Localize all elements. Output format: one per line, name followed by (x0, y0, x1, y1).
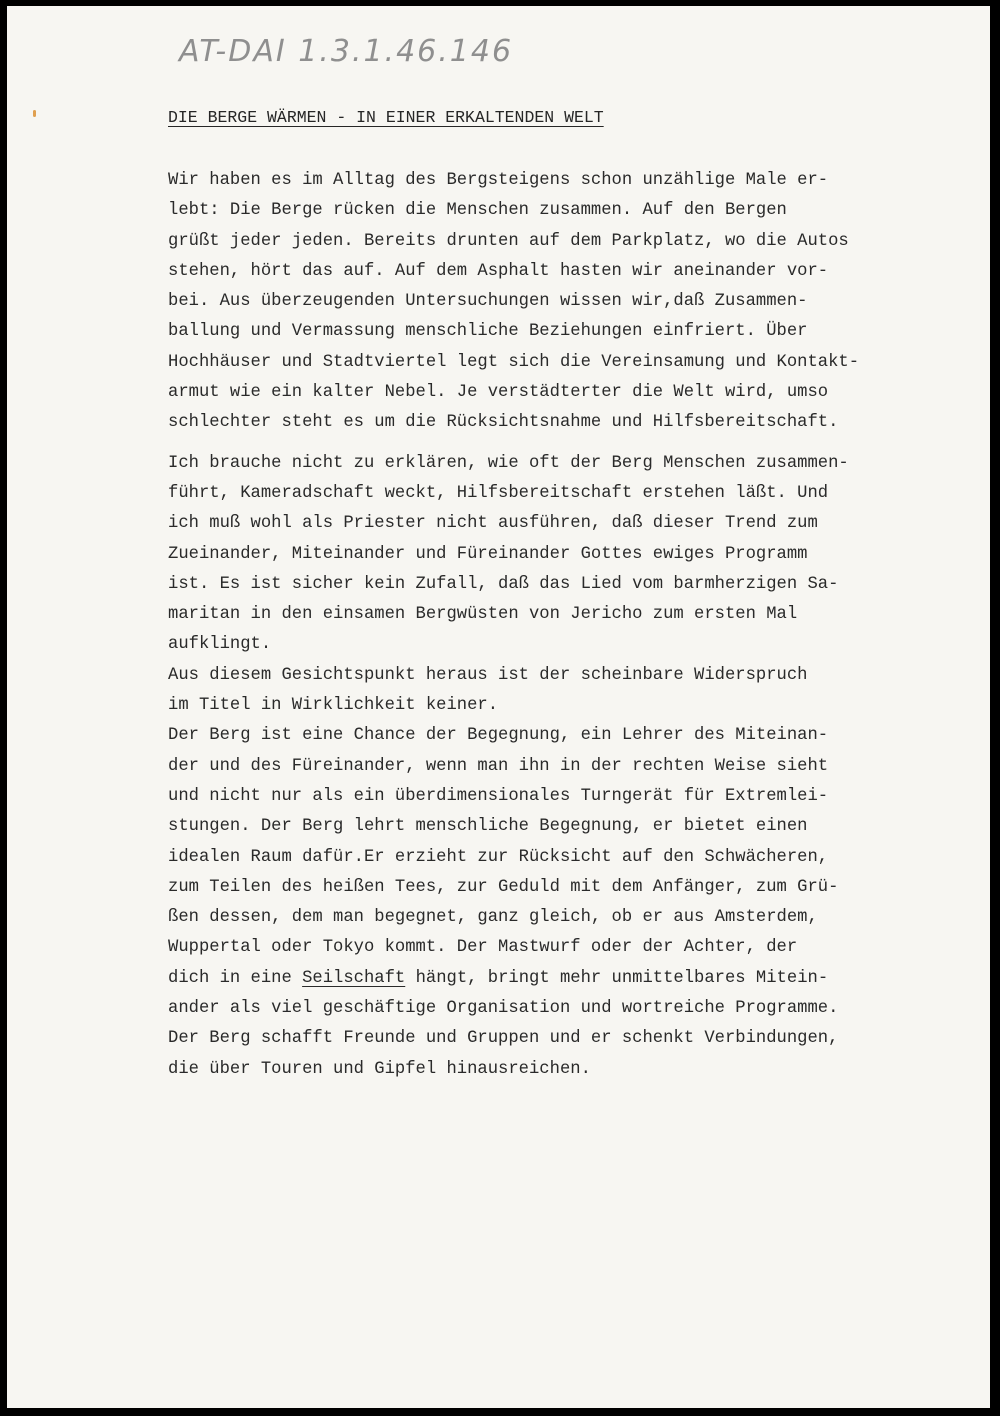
paragraph-2 (168, 449, 988, 661)
document-page (7, 6, 990, 1408)
text-line: stehen, hört das auf. Auf dem Asphalt hasten wir aneinander vor- (168, 261, 829, 281)
text-line: dich in eine Seilschaft hängt, bringt mehr unmittelbares Mitein- (168, 968, 829, 988)
text-line: ist. Es ist sicher kein Zufall, daß das Lied vom barmherzigen Sa- (168, 574, 839, 594)
paragraph-4 (168, 721, 988, 963)
text-line: Wir haben es im Alltag des Bergsteigens schon unzählige Male er- (168, 171, 829, 190)
text-line: im Titel in Wirklichkeit keiner. (168, 696, 499, 716)
text-line: ander als viel geschäftige Organisation und wortreiche Programme. (168, 999, 839, 1019)
text-line: Der Berg schafft Freunde und Gruppen und er schenkt Verbindungen, (168, 1029, 839, 1049)
text-line: ich muß wohl als Priester nicht ausführen, daß dieser Trend zum (168, 514, 818, 534)
paragraph-3 (168, 661, 988, 722)
text-line: idealen Raum dafür.Er erzieht zur Rücksicht auf den Schwächeren, (168, 847, 829, 867)
underlined-word: Seilschaft (302, 968, 406, 988)
text-line: Zueinander, Miteinander und Füreinander Gottes ewiges Programm (168, 544, 808, 564)
text-line: Wuppertal oder Tokyo kommt. Der Mastwurf oder der Achter, der (168, 938, 798, 958)
text-line: und nicht nur als ein überdimensionales Turngerät für Extremlei- (168, 786, 829, 806)
text-line: lebt: Die Berge rücken die Menschen zusammen. Auf den Bergen (168, 201, 787, 221)
text-line: die über Touren und Gipfel hinausreichen. (168, 1059, 591, 1079)
text-line: schlechter steht es um die Rücksichtsnahme und Hilfsbereitschaft. (168, 413, 839, 433)
margin-ink-mark (33, 110, 36, 117)
text-line: armut wie ein kalter Nebel. Je verstädterter die Welt wird, umso (168, 383, 829, 403)
text-line: aufklingt. (168, 635, 272, 655)
text-line: ballung und Vermassung menschliche Beziehungen einfriert. Über (168, 322, 808, 342)
paragraph-1 (168, 166, 988, 439)
text-line: führt, Kameradschaft weckt, Hilfsbereitschaft erstehen läßt. Und (168, 483, 829, 503)
paragraph-4-end (168, 994, 988, 1085)
text-line: bei. Aus überzeugenden Untersuchungen wissen wir,daß Zusammen- (168, 292, 808, 312)
body-text (168, 166, 988, 1085)
text-line: Hochhäuser und Stadtviertel legt sich die Vereinsamung und Kontakt- (168, 352, 860, 372)
text-line: grüßt jeder jeden. Bereits drunten auf dem Parkplatz, wo die Autos (168, 231, 849, 251)
document-title: DIE BERGE WÄRMEN - IN EINER ERKALTENDEN WELT (168, 108, 604, 127)
text-line: ßen dessen, dem man begegnet, ganz gleich, ob er aus Amsterdem, (168, 908, 818, 928)
text-line: maritan in den einsamen Bergwüsten von Jericho zum ersten Mal (168, 605, 798, 625)
text-line: Aus diesem Gesichtspunkt heraus ist der scheinbare Widerspruch (168, 665, 808, 685)
text-line: Der Berg ist eine Chance der Begegnung, ein Lehrer des Miteinan- (168, 726, 829, 746)
text-line: stungen. Der Berg lehrt menschliche Begegnung, er bietet einen (168, 817, 808, 837)
text-line: Ich brauche nicht zu erklären, wie oft der Berg Menschen zusammen- (168, 453, 849, 473)
archive-reference: AT-DAI 1.3.1.46.146 (179, 34, 514, 69)
text-line: der und des Füreinander, wenn man ihn in der rechten Weise sieht (168, 756, 829, 776)
text-line: zum Teilen des heißen Tees, zur Geduld mit dem Anfänger, zum Grü- (168, 877, 839, 897)
